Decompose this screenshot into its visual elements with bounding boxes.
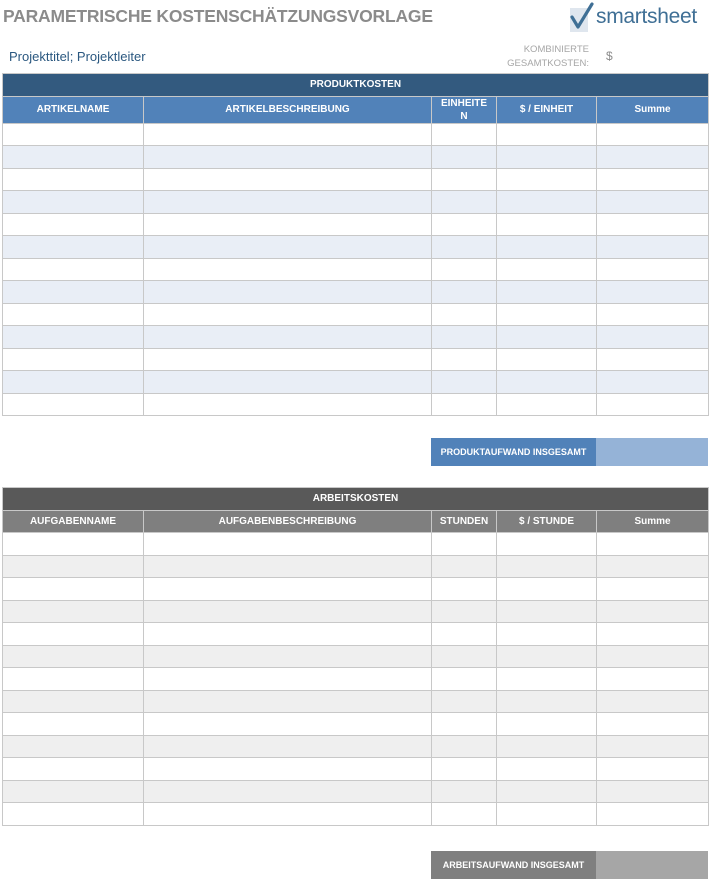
table-row [3,735,709,758]
combined-total-value: $ [606,49,613,63]
labor-qty-cell[interactable] [432,780,497,803]
table-row [3,645,709,668]
project-title[interactable]: Projekttitel; Projektleiter [9,49,146,64]
labor-description-cell[interactable] [144,735,432,758]
col-hours: STUNDEN [432,510,497,533]
product-description-cell[interactable] [144,168,432,191]
product-cost-table [2,73,709,416]
table-row [3,258,709,281]
labor-name-cell[interactable] [3,690,144,713]
product-name-cell[interactable] [3,146,144,169]
combined-total-label-line1: KOMBINIERTE [523,44,589,55]
labor-description-cell[interactable] [144,533,432,556]
col-sum: Summe [597,510,709,533]
labor-sum-cell[interactable] [597,758,709,781]
product-qty-cell[interactable] [432,191,497,214]
labor-qty-cell[interactable] [432,533,497,556]
labor-name-cell[interactable] [3,645,144,668]
product-rate-cell[interactable] [497,236,597,259]
labor-description-cell[interactable] [144,758,432,781]
table-row [3,168,709,191]
product-total-value[interactable] [596,438,708,466]
product-name-cell[interactable] [3,326,144,349]
labor-description-cell[interactable] [144,668,432,691]
labor-sum-cell[interactable] [597,555,709,578]
col-item-name: ARTIKELNAME [3,96,144,123]
product-rate-cell[interactable] [497,348,597,371]
product-total-label: PRODUKTAUFWAND INSGESAMT [431,438,596,466]
product-sum-cell[interactable] [597,393,709,416]
labor-sum-cell[interactable] [597,600,709,623]
table-row [3,690,709,713]
table-row [3,600,709,623]
product-name-cell[interactable] [3,281,144,304]
col-units: EINHEITE N [432,96,497,123]
product-name-cell[interactable] [3,168,144,191]
product-sum-cell[interactable] [597,371,709,394]
col-price-per-hour: $ / STUNDE [497,510,597,533]
col-sum: Summe [597,96,709,123]
product-sum-cell[interactable] [597,281,709,304]
labor-qty-cell[interactable] [432,600,497,623]
product-qty-cell[interactable] [432,326,497,349]
product-description-cell[interactable] [144,123,432,146]
table-row [3,578,709,601]
product-rate-cell[interactable] [497,213,597,236]
labor-description-cell[interactable] [144,780,432,803]
labor-name-cell[interactable] [3,578,144,601]
table-row [3,533,709,556]
product-description-cell[interactable] [144,213,432,236]
combined-total-label-line2: GESAMTKOSTEN: [507,57,589,69]
labor-rate-cell[interactable] [497,533,597,556]
product-description-cell[interactable] [144,191,432,214]
labor-name-cell[interactable] [3,735,144,758]
labor-qty-cell[interactable] [432,668,497,691]
combined-total-label [490,43,589,70]
labor-rate-cell[interactable] [497,623,597,646]
product-name-cell[interactable] [3,258,144,281]
labor-description-cell[interactable] [144,600,432,623]
product-sum-cell[interactable] [597,191,709,214]
product-qty-cell[interactable] [432,393,497,416]
product-rate-cell[interactable] [497,258,597,281]
product-rows [3,123,709,416]
product-sum-cell[interactable] [597,326,709,349]
labor-qty-cell[interactable] [432,690,497,713]
product-description-cell[interactable] [144,326,432,349]
labor-rate-cell[interactable] [497,690,597,713]
product-rate-cell[interactable] [497,281,597,304]
product-rate-cell[interactable] [497,326,597,349]
labor-rate-cell[interactable] [497,735,597,758]
product-sum-cell[interactable] [597,258,709,281]
table-row [3,668,709,691]
product-name-cell[interactable] [3,236,144,259]
product-sum-cell[interactable] [597,348,709,371]
labor-name-cell[interactable] [3,713,144,736]
labor-description-cell[interactable] [144,645,432,668]
labor-description-cell[interactable] [144,555,432,578]
table-row [3,303,709,326]
labor-sum-cell[interactable] [597,533,709,556]
labor-sum-cell[interactable] [597,713,709,736]
labor-rate-cell[interactable] [497,555,597,578]
product-rate-cell[interactable] [497,123,597,146]
product-rate-cell[interactable] [497,303,597,326]
labor-total-value[interactable] [596,851,708,879]
product-description-cell[interactable] [144,146,432,169]
labor-cost-table [2,487,709,826]
product-rate-cell[interactable] [497,168,597,191]
labor-qty-cell[interactable] [432,645,497,668]
product-qty-cell[interactable] [432,303,497,326]
labor-qty-cell[interactable] [432,735,497,758]
product-rate-cell[interactable] [497,393,597,416]
table-row [3,348,709,371]
labor-sum-cell[interactable] [597,578,709,601]
labor-rate-cell[interactable] [497,803,597,826]
labor-name-cell[interactable] [3,555,144,578]
table-row [3,713,709,736]
labor-qty-cell[interactable] [432,758,497,781]
product-qty-cell[interactable] [432,213,497,236]
labor-name-cell[interactable] [3,668,144,691]
product-qty-cell[interactable] [432,168,497,191]
labor-rate-cell[interactable] [497,758,597,781]
col-price-per-unit: $ / EINHEIT [497,96,597,123]
labor-qty-cell[interactable] [432,578,497,601]
product-description-cell[interactable] [144,258,432,281]
labor-sum-cell[interactable] [597,780,709,803]
product-description-cell[interactable] [144,393,432,416]
labor-name-cell[interactable] [3,533,144,556]
table-row [3,281,709,304]
product-sum-cell[interactable] [597,146,709,169]
product-qty-cell[interactable] [432,348,497,371]
labor-qty-cell[interactable] [432,623,497,646]
col-task-name: AUFGABENNAME [3,510,144,533]
table-row [3,371,709,394]
product-name-cell[interactable] [3,303,144,326]
labor-description-cell[interactable] [144,713,432,736]
table-row [3,780,709,803]
product-name-cell[interactable] [3,348,144,371]
product-qty-cell[interactable] [432,236,497,259]
labor-name-cell[interactable] [3,803,144,826]
labor-rate-cell[interactable] [497,780,597,803]
product-sum-cell[interactable] [597,123,709,146]
labor-description-cell[interactable] [144,803,432,826]
product-name-cell[interactable] [3,123,144,146]
labor-rate-cell[interactable] [497,600,597,623]
labor-rate-cell[interactable] [497,668,597,691]
product-description-cell[interactable] [144,371,432,394]
table-row [3,123,709,146]
product-description-cell[interactable] [144,236,432,259]
product-sum-cell[interactable] [597,168,709,191]
table-row [3,555,709,578]
labor-sum-cell[interactable] [597,690,709,713]
product-description-cell[interactable] [144,303,432,326]
page-title: PARAMETRISCHE KOSTENSCHÄTZUNGSVORLAGE [3,6,433,26]
product-rate-cell[interactable] [497,191,597,214]
labor-description-cell[interactable] [144,690,432,713]
labor-name-cell[interactable] [3,758,144,781]
labor-name-cell[interactable] [3,600,144,623]
product-sum-cell[interactable] [597,236,709,259]
logo-wordmark: smartsheet [596,5,697,28]
labor-sum-cell[interactable] [597,623,709,646]
product-name-cell[interactable] [3,213,144,236]
labor-description-cell[interactable] [144,623,432,646]
labor-qty-cell[interactable] [432,713,497,736]
table-row [3,191,709,214]
labor-rate-cell[interactable] [497,713,597,736]
product-sum-cell[interactable] [597,303,709,326]
labor-qty-cell[interactable] [432,803,497,826]
labor-rate-cell[interactable] [497,578,597,601]
labor-description-cell[interactable] [144,578,432,601]
col-item-description: ARTIKELBESCHREIBUNG [144,96,432,123]
labor-name-cell[interactable] [3,780,144,803]
product-description-cell[interactable] [144,281,432,304]
table-row [3,803,709,826]
labor-qty-cell[interactable] [432,555,497,578]
labor-sum-cell[interactable] [597,735,709,758]
labor-band-title: ARBEITSKOSTEN [3,488,709,511]
product-rate-cell[interactable] [497,146,597,169]
product-description-cell[interactable] [144,348,432,371]
table-row [3,623,709,646]
table-row [3,213,709,236]
labor-total-label: ARBEITSAUFWAND INSGESAMT [431,851,596,879]
table-row [3,236,709,259]
labor-rate-cell[interactable] [497,645,597,668]
product-qty-cell[interactable] [432,258,497,281]
product-name-cell[interactable] [3,393,144,416]
labor-sum-cell[interactable] [597,803,709,826]
product-qty-cell[interactable] [432,123,497,146]
col-task-description: AUFGABENBESCHREIBUNG [144,510,432,533]
smartsheet-logo [568,2,708,36]
table-row [3,326,709,349]
checkmark-icon [568,2,598,34]
product-name-cell[interactable] [3,371,144,394]
labor-name-cell[interactable] [3,623,144,646]
product-qty-cell[interactable] [432,371,497,394]
labor-sum-cell[interactable] [597,645,709,668]
labor-rows [3,533,709,826]
product-name-cell[interactable] [3,191,144,214]
product-rate-cell[interactable] [497,371,597,394]
product-qty-cell[interactable] [432,281,497,304]
product-qty-cell[interactable] [432,146,497,169]
table-row [3,146,709,169]
table-row [3,393,709,416]
labor-sum-cell[interactable] [597,668,709,691]
product-sum-cell[interactable] [597,213,709,236]
table-row [3,758,709,781]
product-band-title: PRODUKTKOSTEN [3,74,709,97]
